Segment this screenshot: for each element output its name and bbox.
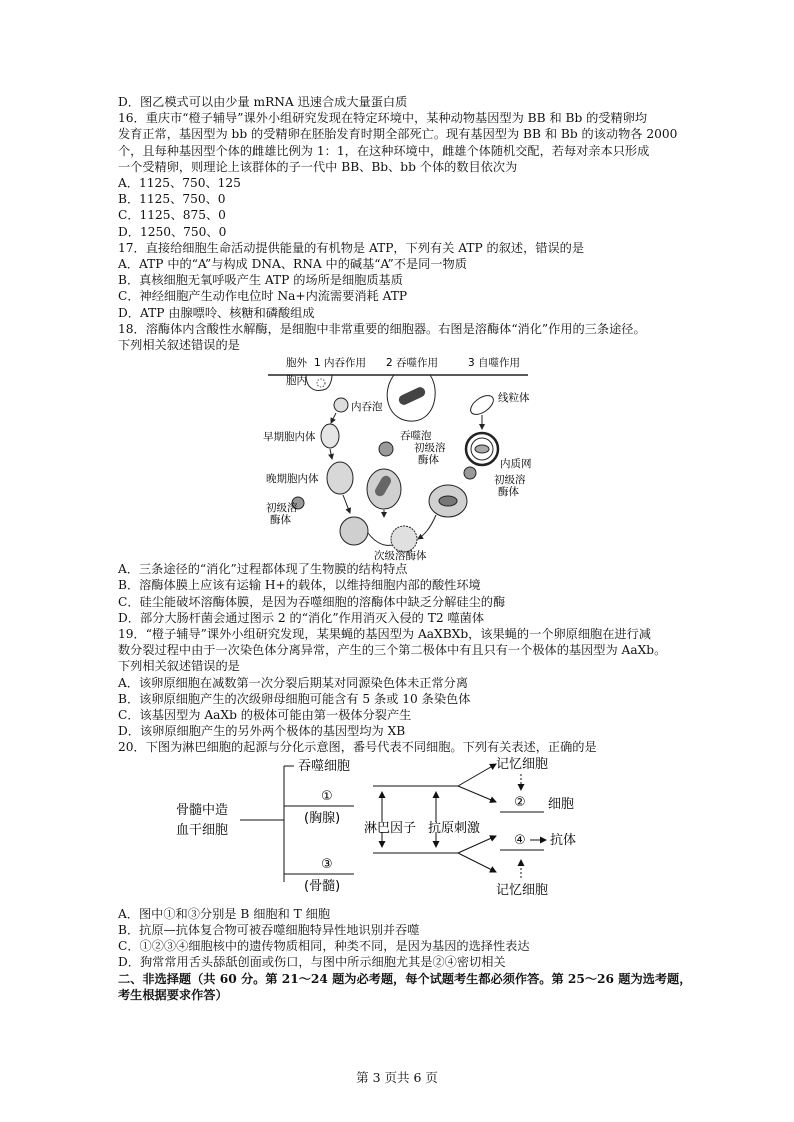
label-n1: ①: [321, 788, 333, 804]
q16-option-d: D．1250、750、0: [118, 224, 227, 239]
q17-option-a: A．ATP 中的“A”与构成 DNA、RNA 中的碱基“A”不是同一物质: [118, 257, 467, 272]
secondary-lyso-1: [340, 517, 368, 545]
q17-stem: 17．直接给细胞生命活动提供能量的有机物是 ATP，下列有关 ATP 的叙述，错误的是: [118, 240, 585, 255]
endocytic-vesicle: [334, 398, 348, 412]
q18-stem-2: 下列相关叙述错误的是: [118, 338, 240, 353]
label-n3: ③: [321, 856, 333, 872]
late-endosome: [327, 462, 353, 494]
label-primary-lyso-a1: 初级溶: [414, 442, 446, 455]
q18-option-c: C．硅尘能破坏溶酶体膜，是因为吞噬细胞的溶酶体中缺乏分解硅尘的酶: [118, 594, 506, 609]
section2-heading-1: 二、非选择题（共 60 分。第 21～24 题为必考题，每个试题考生都必须作答。第 25～26 题为选考题，: [118, 971, 692, 986]
label-n4: ④: [514, 832, 526, 848]
label-primary-lyso-b2: 酶体: [498, 486, 519, 499]
label-memory-bottom: 记忆细胞: [496, 882, 549, 898]
label-primary-lyso-b1: 初级溶: [494, 474, 526, 487]
q20-option-d: D．狗常常用舌头舔舐创面或伤口，与图中所示细胞尤其是②④密切相关: [118, 955, 506, 970]
q16-option-b: B．1125、750、0: [118, 192, 226, 207]
label-secondary-lyso: 次级溶酶体: [374, 550, 427, 562]
label-phagosome: 吞噬泡: [400, 430, 432, 443]
label-source-2: 血干细胞: [176, 822, 229, 838]
lymphocyte-figure: [118, 756, 678, 906]
label-primary-lyso-a2: 酶体: [418, 454, 439, 467]
q16-stem-2: 发育正常，基因型为 bb 的受精卵在胚胎发育时期全部死亡。现有基因型为 BB 和 Bb 的该动物各 2000: [118, 127, 678, 142]
q16-option-c: C．1125、875、0: [118, 208, 226, 223]
q20-option-a: A．图中①和③分别是 B 细胞和 T 细胞: [118, 906, 331, 921]
label-source-1: 骨髓中造: [176, 802, 229, 818]
q18-option-a: A．三条途径的“消化”过程都体现了生物膜的结构特点: [118, 562, 408, 577]
q16-stem-3: 个，且每种基因型个体的雌雄比例为 1：1，在这种环境中，雌雄个体随机交配，若每对亲本只形成: [118, 143, 650, 158]
q16-stem-1: 16．重庆市“橙子辅导”课外小组研究发现在特定环境中，某种动物基因型为 BB 和 Bb 的受精卵均: [118, 111, 648, 126]
q19-stem-2: 数分裂过程中由于一次染色体分离异常，产生的三个第二极体中有且只有一个极体的基因型为 AaXb。: [118, 643, 667, 658]
label-thymus: (胸腺): [304, 810, 341, 826]
q19-option-a: A．该卵原细胞在减数第一次分裂后期某对同源染色体未正常分离: [118, 675, 469, 690]
q19-option-c: C．该基因型为 AaXb 的极体可能由第一极体分裂产生: [118, 708, 412, 723]
label-memory-top: 记忆细胞: [496, 756, 549, 772]
label-late-endosome: 晚期胞内体: [266, 473, 319, 486]
q19-stem-3: 下列相关叙述错误的是: [118, 659, 240, 674]
label-early-endosome: 早期胞内体: [263, 431, 316, 444]
q17-option-d: D．ATP 由腺嘌呤、核糖和磷酸组成: [118, 305, 315, 320]
page-footer: 第 3 页共 6 页: [356, 1070, 438, 1085]
early-endosome: [321, 424, 339, 448]
label-marrow: (骨髓): [304, 878, 341, 894]
q20-stem: 20．下图为淋巴细胞的起源与分化示意图，番号代表不同细胞。下列有关表述，正确的是: [118, 740, 597, 755]
q18-option-d: D．部分大肠杆菌会通过图示 2 的“消化”作用消灭入侵的 T2 噬菌体: [118, 610, 485, 625]
label-mitochondrion: 线粒体: [498, 392, 530, 405]
label-antigen: 抗原刺激: [428, 820, 481, 836]
label-inside: 胞内: [286, 375, 307, 388]
label-phagocyte: 吞噬细胞: [298, 758, 351, 774]
label-cell: 细胞: [548, 796, 575, 812]
q17-option-b: B．真核细胞无氧呼吸产生 ATP 的场所是细胞质基质: [118, 273, 403, 288]
lysosome-diagram: [118, 353, 678, 561]
lymphocyte-diagram: [118, 756, 678, 906]
q16-stem-4: 一个受精卵，则理论上该群体的子一代中 BB、Bb、bb 个体的数目依次为: [118, 159, 518, 174]
label-outside: 胞外: [286, 357, 307, 370]
q18-stem-1: 18．溶酶体内含酸性水解酶，是细胞中非常重要的细胞器。右图是溶酶体“消化”作用的三条途径。: [118, 321, 646, 336]
q16-option-a: A．1125、750、125: [118, 176, 241, 191]
page-content: [118, 94, 692, 1003]
label-path1: 1 内吞作用: [314, 357, 367, 370]
q20-option-b: B．抗原—抗体复合物可被吞噬细胞特异性地识别并吞噬: [118, 922, 420, 937]
label-lymphokine: 淋巴因子: [364, 820, 417, 836]
label-antibody: 抗体: [550, 832, 577, 848]
q19-option-d: D．该卵原细胞产生的另外两个极体的基因型均为 XB: [118, 724, 406, 739]
q20-option-c: C．①②③④细胞核中的遗传物质相同，种类不同，是因为基因的选择性表达: [118, 939, 530, 954]
label-endosome-vesicle: 内吞泡: [351, 401, 383, 414]
label-n2: ②: [514, 794, 526, 810]
q19-stem-1: 19．“橙子辅导”课外小组研究发现，某果蝇的基因型为 AaXBXb，该果蝇的一个卵原细胞在进行减: [118, 627, 651, 642]
label-path3: 3 自噬作用: [468, 357, 521, 370]
lysosome-figure: [118, 353, 678, 561]
section2-heading-2: 考生根据要求作答）: [118, 987, 228, 1002]
q19-option-b: B．该卵原细胞产生的次级卵母细胞可能含有 5 条或 10 条染色体: [118, 691, 471, 706]
q17-option-c: C．神经细胞产生动作电位时 Na+内流需要消耗 ATP: [118, 289, 408, 304]
q15-option-d: D．图乙模式可以由少量 mRNA 迅速合成大量蛋白质: [118, 95, 408, 109]
label-er: 内质网: [500, 458, 532, 471]
label-path2: 2 吞噬作用: [386, 357, 439, 370]
label-primary-lyso-c1: 初级溶: [266, 502, 298, 515]
q18-option-b: B．溶酶体膜上应该有运输 H+的载体，以维持细胞内部的酸性环境: [118, 578, 481, 593]
label-primary-lyso-c2: 酶体: [270, 514, 291, 527]
